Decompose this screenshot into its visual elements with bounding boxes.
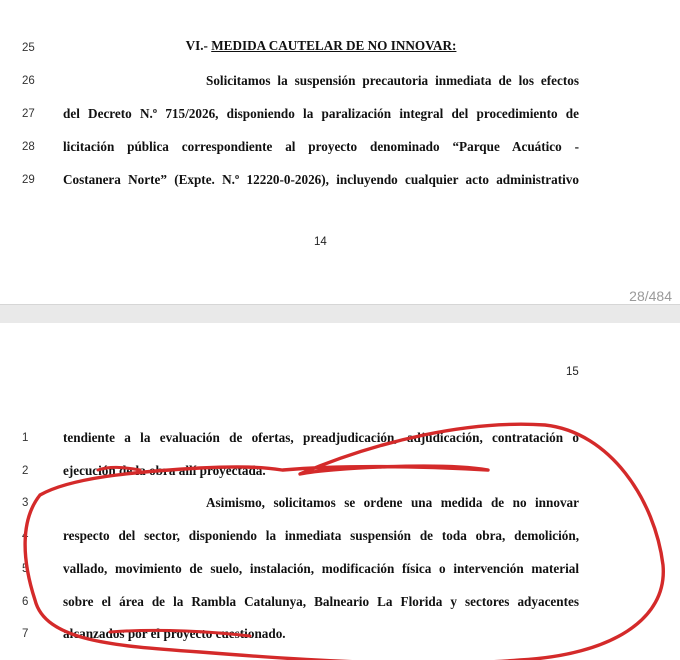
page-number: 15 xyxy=(566,366,579,378)
document-line xyxy=(0,592,680,614)
document-line xyxy=(0,71,680,93)
line-number: 6 xyxy=(22,596,29,608)
document-line xyxy=(0,624,680,646)
page-counter: 28/484 xyxy=(629,288,672,304)
document-line xyxy=(0,559,680,581)
section-heading xyxy=(63,38,579,54)
line-text: vallado, movimiento de suelo, instalación, modificación física o intervención material xyxy=(63,561,579,576)
line-text: del Decreto N.º 715/2026, disponiendo la paralización integral del procedimiento de xyxy=(63,106,579,121)
line-text: Solicitamos la suspensión precautoria inmediata de los efectos xyxy=(206,73,579,88)
line-text: alcanzados por el proyecto cuestionado. xyxy=(63,626,286,641)
document-line xyxy=(0,104,680,126)
line-number: 2 xyxy=(22,465,29,477)
section-heading-prefix: VI.- xyxy=(185,38,212,53)
line-text: ejecución de la obra allí proyectada. xyxy=(63,463,266,478)
page-number: 14 xyxy=(314,236,327,248)
line-number: 1 xyxy=(22,432,29,444)
line-number: 4 xyxy=(22,530,29,542)
line-number: 28 xyxy=(22,141,35,153)
line-number: 7 xyxy=(22,628,29,640)
line-number: 5 xyxy=(22,563,29,575)
document-line xyxy=(0,461,680,483)
line-number: 29 xyxy=(22,174,35,186)
line-text: tendiente a la evaluación de ofertas, preadjudicación, adjudicación, contratación o xyxy=(63,430,579,445)
line-number: 26 xyxy=(22,75,35,87)
line-text: respecto del sector, disponiendo la inmediata suspensión de toda obra, demolición, xyxy=(63,528,579,543)
line-text: Costanera Norte” (Expte. N.º 12220-0-2026), incluyendo cualquier acto administrativo xyxy=(63,172,579,187)
document-line xyxy=(0,428,680,450)
document-page-14 xyxy=(0,0,680,304)
line-text: Asimismo, solicitamos se ordene una medida de no innovar xyxy=(206,495,579,510)
line-number: 27 xyxy=(22,108,35,120)
line-text: licitación pública correspondiente al proyecto denominado “Parque Acuático - xyxy=(63,139,579,154)
document-line xyxy=(0,493,680,515)
document-line xyxy=(0,170,680,192)
section-heading-title: MEDIDA CAUTELAR DE NO INNOVAR: xyxy=(211,38,457,53)
document-line xyxy=(0,526,680,548)
document-line xyxy=(0,137,680,159)
line-number: 25 xyxy=(22,42,35,54)
line-text: sobre el área de la Rambla Catalunya, Balneario La Florida y sectores adyacentes xyxy=(63,594,579,609)
line-number: 3 xyxy=(22,497,29,509)
page-separator xyxy=(0,304,680,324)
document-page-15 xyxy=(0,323,680,660)
document-line xyxy=(0,38,680,60)
